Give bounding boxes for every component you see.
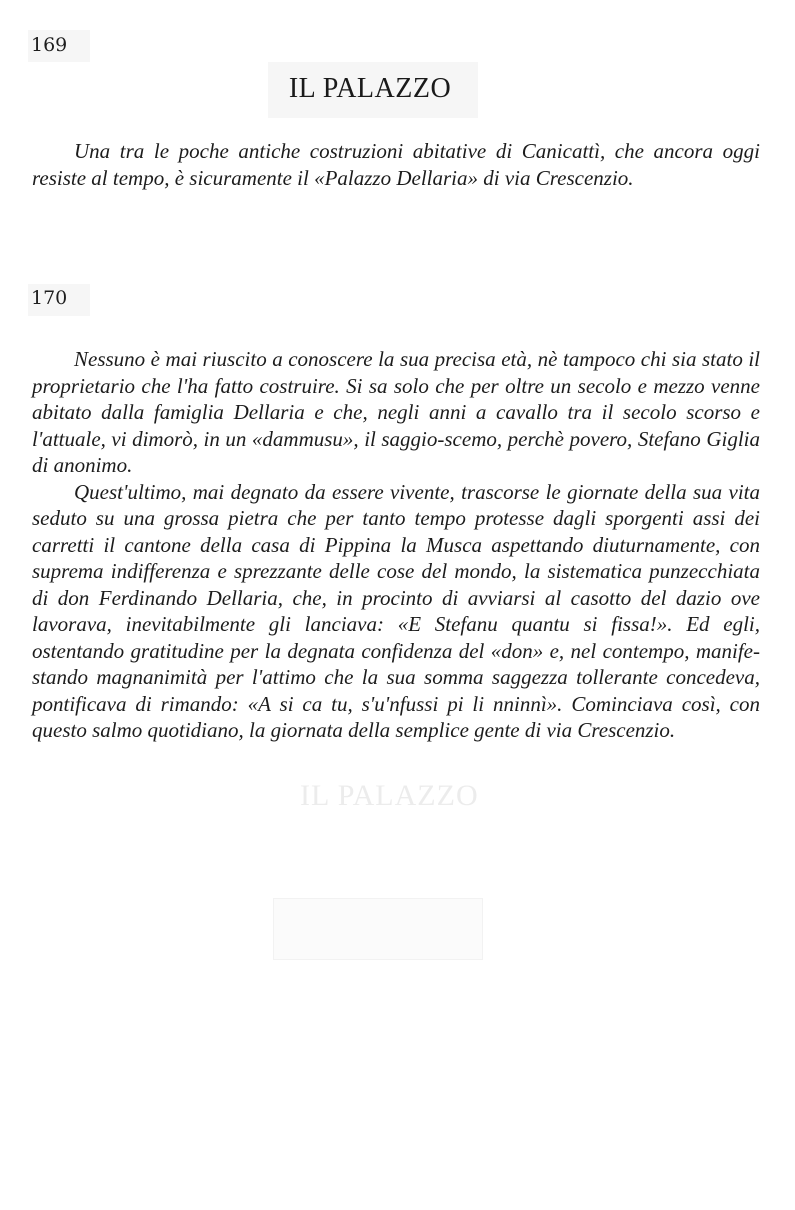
paragraph-2: Quest'ultimo, mai degnato da essere vivente, trascorse le giornate della sua vita seduto su una grossa pietra che per tanto tempo protesse dagli sporgenti assi dei carretti il cantone della casa di Pippina la Musca aspettando diuturnamente, con suprema indifferenza e sprezzante delle cose del mondo, la sistematica punzecchiata di don Ferdinando Dellaria, che, in procinto di avviarsi al casotto del dazio ove lavorava, inevitabilmente gli lanciava: «E Stefanu quantu si fissa!». Ed egli, ostentando gratitudine per la degnata confidenza del «don» e, nel contempo, manifestando magnanimità per l'attimo che la sua somma saggezza tollerante concedeva, pontificava di rimando: «A si ca tu, s'u'nfussi pi li nninnì». Cominciava così, con questo salmo quotidiano, la giornata della semplice gente di via Crescenzio. [32, 479, 760, 742]
intro-text: Una tra le poche antiche costruzioni abitative di Canicattì, che ancora oggi resiste al tempo, è sicuramente il «Palazzo Dellaria» di via Crescenzio. [32, 139, 760, 190]
page-number-170: 170 [31, 287, 68, 309]
paragraph-1: Nessuno è mai riuscito a conoscere la sua precisa età, nè tampoco chi sia stato il proprietario che l'ha fatto costruire. Si sa solo che per oltre un secolo e mezzo venne abitato dalla famiglia Dellaria e che, negli anni a cavallo tra il secolo scorso e l'attuale, vi dimorò, in un «dammusu», il saggio-scemo, perchè povero, Stefano Giglia di anonimo. [32, 347, 760, 477]
chapter-title: IL PALAZZO [288, 73, 452, 104]
body-text [32, 346, 760, 744]
intro-paragraph [32, 138, 760, 191]
show-through-title: IL PALAZZO [300, 779, 479, 812]
show-through-box [273, 898, 483, 960]
page-number-169: 169 [31, 34, 68, 56]
